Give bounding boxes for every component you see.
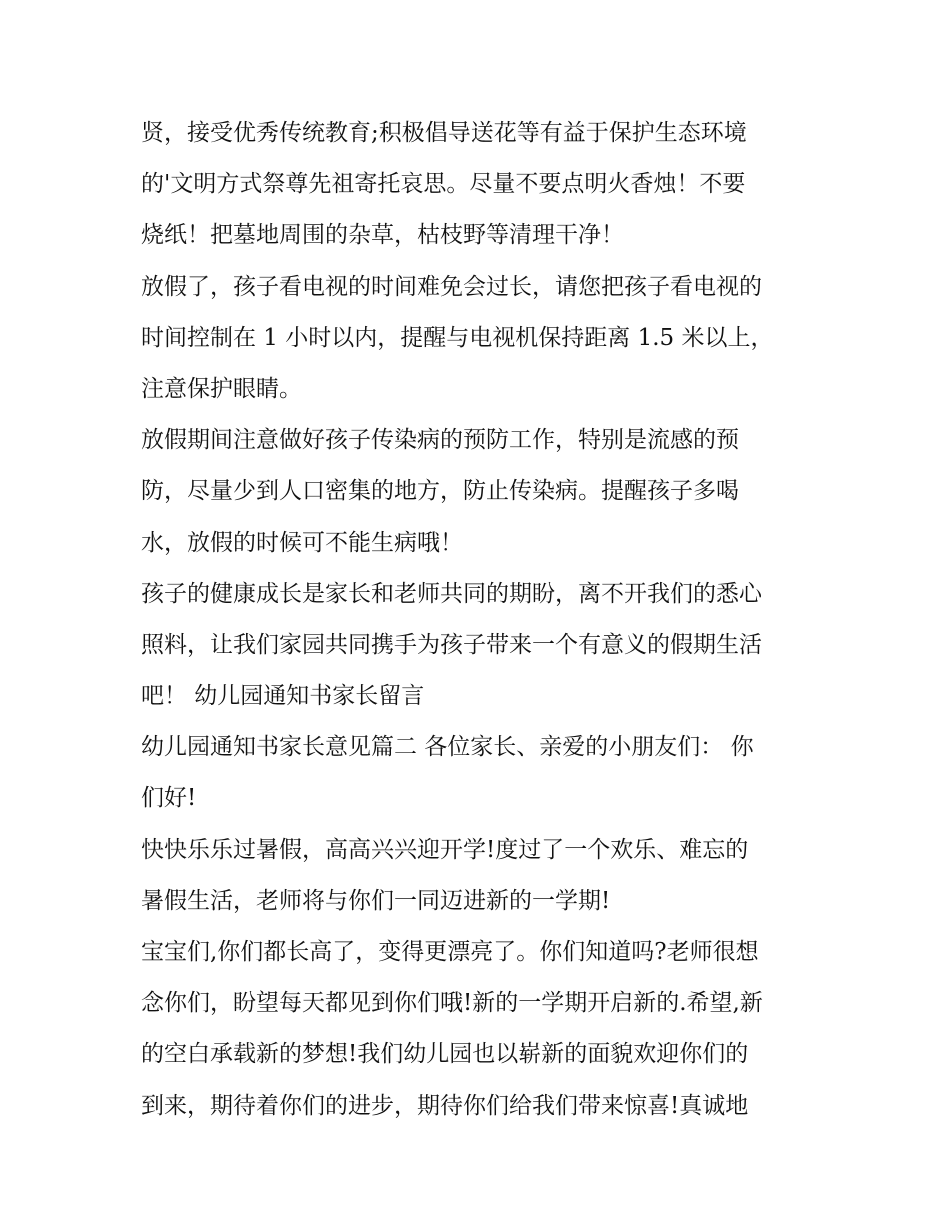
text-line: 孩子的健康成长是家长和老师共同的期盼，离不开我们的悉心 <box>141 580 762 607</box>
text-line: 水，放假的时候可不能生病哦！ <box>141 529 463 556</box>
text-line: 幼儿园通知书家长意见篇二 各位家长、亲爱的小朋友们： 你 <box>141 734 754 761</box>
text-line: 烧纸！把墓地周围的杂草，枯枝野等清理干净！ <box>141 222 624 249</box>
text-line: 宝宝们,你们都长高了，变得更漂亮了。你们知道吗?老师很想 <box>141 939 759 965</box>
text-line: 放假了，孩子看电视的时间难免会过长，请您把孩子看电视的 <box>141 273 762 300</box>
text-line: 贤，接受优秀传统教育;积极倡导送花等有益于保护生态环境 <box>141 120 747 146</box>
text-line: 放假期间注意做好孩子传染病的预防工作，特别是流感的预 <box>141 427 739 454</box>
text-line: 时间控制在 1 小时以内，提醒与电视机保持距离 1.5 米以上， <box>141 324 774 351</box>
text-line: 暑假生活，老师将与你们一同迈进新的一学期! <box>141 887 611 914</box>
text-line: 到来，期待着你们的进步，期待你们给我们带来惊喜!真诚地 <box>141 1092 749 1119</box>
document-body <box>141 108 821 1132</box>
text-line: 快快乐乐过暑假，高高兴兴迎开学!度过了一个欢乐、难忘的 <box>141 836 749 863</box>
text-line: 念你们，盼望每天都见到你们哦!新的一学期开启新的.希望,新 <box>141 990 763 1017</box>
text-line: 照料，让我们家园共同携手为孩子带来一个有意义的假期生活 <box>141 631 762 658</box>
text-line: 们好! <box>141 785 197 812</box>
text-line: 的空白承载新的梦想!我们幼儿园也以崭新的面貌欢迎你们的 <box>141 1041 749 1068</box>
text-line: 防，尽量少到人口密集的地方，防止传染病。提醒孩子多喝 <box>141 478 739 505</box>
text-line: 吧！ 幼儿园通知书家长留言 <box>141 683 425 710</box>
text-line: 的'文明方式祭尊先祖寄托哀思。尽量不要点明火香烛！不要 <box>141 171 746 198</box>
text-line: 注意保护眼睛。 <box>141 375 302 402</box>
